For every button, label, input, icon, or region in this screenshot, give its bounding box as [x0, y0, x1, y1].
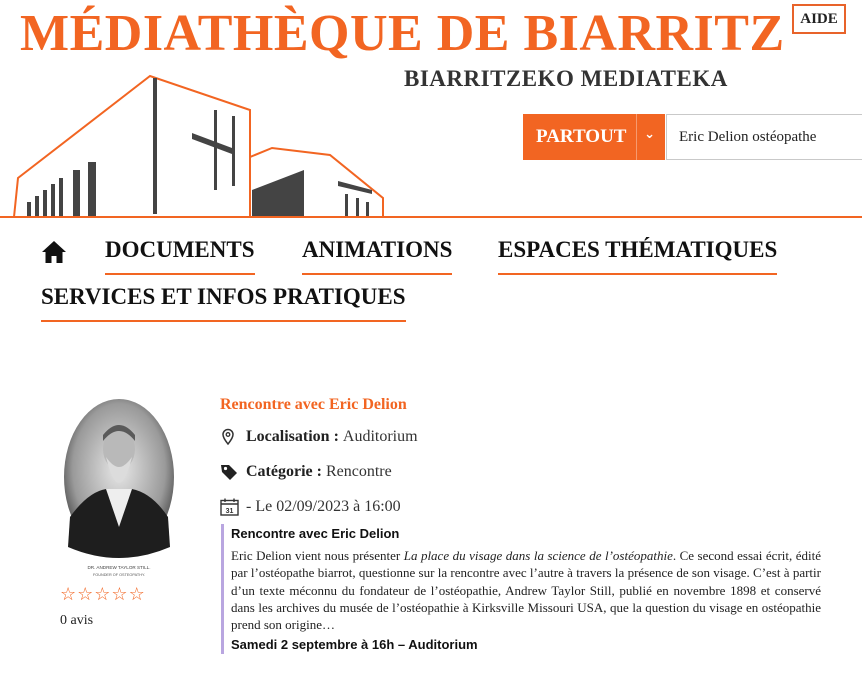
- home-icon[interactable]: [41, 240, 67, 264]
- nav-animations[interactable]: ANIMATIONS: [302, 237, 452, 275]
- event-date: [220, 498, 401, 516]
- star-outline-icon[interactable]: ☆: [128, 584, 145, 605]
- description-body: [231, 547, 821, 633]
- nav-services-infos[interactable]: SERVICES ET INFOS PRATIQUES: [41, 284, 406, 322]
- help-button[interactable]: AIDE: [792, 4, 846, 34]
- search-scope-select[interactable]: [523, 114, 665, 160]
- event-location: [220, 428, 418, 446]
- event-title-link[interactable]: Rencontre avec Eric Delion: [220, 396, 407, 413]
- event-description: [221, 524, 821, 654]
- star-outline-icon[interactable]: ☆: [111, 584, 128, 605]
- calendar-day-number: 31: [225, 508, 234, 515]
- event-date-text: - Le 02/09/2023 à 16:00: [246, 498, 401, 515]
- site-title[interactable]: MÉDIATHÈQUE DE BIARRITZ: [20, 5, 785, 62]
- category-label: Catégorie :: [246, 463, 322, 480]
- search-scope-label: PARTOUT: [536, 126, 627, 147]
- event-portrait-image[interactable]: [58, 397, 180, 582]
- description-footer: Samedi 2 septembre à 16h – Auditorium: [231, 637, 478, 653]
- nav-documents[interactable]: DOCUMENTS: [105, 237, 255, 275]
- event-category: [220, 463, 392, 481]
- star-outline-icon[interactable]: ☆: [60, 584, 77, 605]
- star-outline-icon[interactable]: ☆: [94, 584, 111, 605]
- scope-divider: [636, 114, 637, 160]
- location-value: Auditorium: [342, 428, 418, 445]
- reviews-count[interactable]: 0 avis: [60, 613, 94, 628]
- star-outline-icon[interactable]: ☆: [77, 584, 94, 605]
- header-divider: [0, 216, 862, 218]
- chevron-down-icon: ⌄: [644, 127, 655, 142]
- description-book-title: La place du visage dans la science de l’ostéopathie: [403, 548, 673, 563]
- search-input[interactable]: [666, 114, 862, 160]
- tag-icon: [220, 463, 240, 481]
- portrait-caption-name: DR. ANDREW TAYLOR STILL.: [87, 565, 151, 570]
- portrait-caption-role: FOUNDER OF OSTEOPATHY.: [92, 573, 146, 577]
- library-building-logo: [0, 70, 520, 220]
- description-heading: Rencontre avec Eric Delion: [231, 526, 400, 541]
- description-intro: Eric Delion vient nous présenter: [231, 548, 404, 563]
- description-rest: . Ce second essai écrit, édité par l’ostéopathe biarrot, questionne sur la rencontre avec l’autre à travers la présence de son visage. C’est à partir d’un texte méconnu du fondateur de l’ostéopathie, Andrew Taylor Still, publié en novembre 1898 et conservé dans les archives du musée de l’ostéopathie à Kirksville Missouri USA, que la question du visage en ostéopathie prend son origine…: [231, 548, 822, 633]
- map-pin-icon: [220, 428, 240, 446]
- nav-espaces-thematiques[interactable]: ESPACES THÉMATIQUES: [498, 237, 777, 275]
- category-value: Rencontre: [325, 463, 392, 480]
- location-label: Localisation :: [246, 428, 339, 445]
- calendar-icon: [220, 498, 240, 516]
- site-subtitle: BIARRITZEKO MEDIATEKA: [404, 66, 728, 91]
- rating-stars[interactable]: [60, 586, 145, 604]
